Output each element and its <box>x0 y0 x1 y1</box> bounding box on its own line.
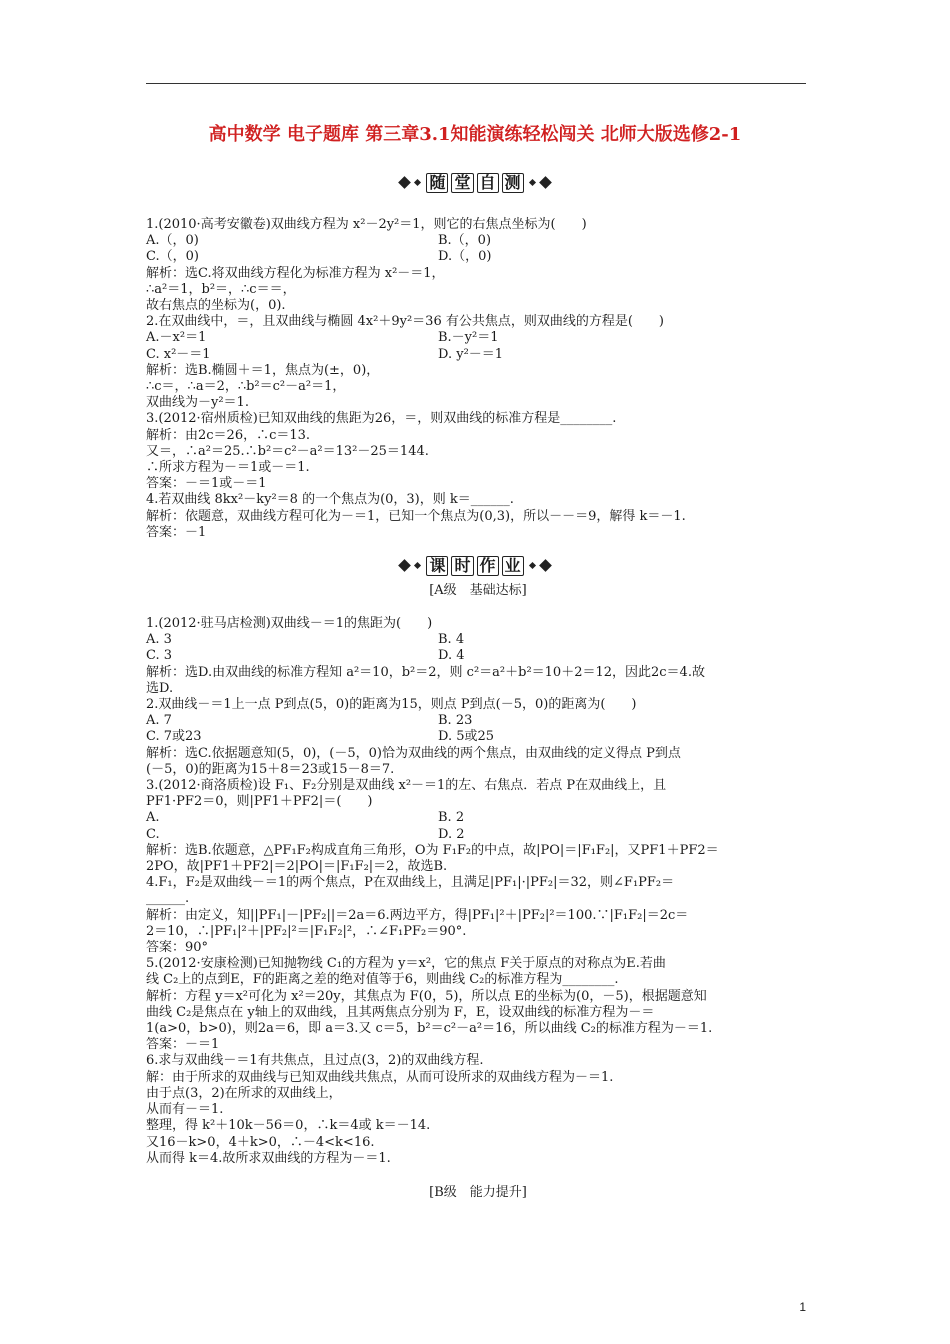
banner-homework <box>0 555 950 579</box>
text-line: 2.在双曲线中，＝，且双曲线与椭圆 4x²＋9y²＝36 有公共焦点，则双曲线的方程是( ) <box>146 314 664 330</box>
option-text: B. 2 <box>438 810 465 826</box>
diamond-icon <box>399 176 412 189</box>
banner-char: 作 <box>477 556 499 576</box>
text-line: 解析：选C.将双曲线方程化为标准方程为 x²－＝1， <box>146 265 445 281</box>
header-rule <box>146 83 806 84</box>
diamond-icon <box>528 562 535 569</box>
section-self-test <box>146 217 810 541</box>
option-text: C. x²－＝1 <box>146 346 211 362</box>
option-text: B.－y²＝1 <box>438 330 499 346</box>
option-text: C.（，0) <box>146 249 199 265</box>
text-line: 选D. <box>146 680 174 696</box>
level-a-heading: [A级 基础达标] <box>429 583 527 598</box>
diamond-icon <box>399 559 412 572</box>
option-text: A. 7 <box>146 713 172 729</box>
text-line: 3.(2012·商洛质检)设 F₁、F₂分别是双曲线 x²－＝1的左、右焦点．若点 P在双曲线上，且 <box>146 778 667 794</box>
diamond-icon <box>414 562 421 569</box>
text-line: 答案：－1 <box>146 524 207 540</box>
text-line: 解析：选C.依据题意知(5，0)，(－5，0)恰为双曲线的两个焦点，由双曲线的定义得点 P到点 <box>146 745 681 761</box>
text-line: 解析：选D.由双曲线的标准方程知 a²＝10，b²＝2，则 c²＝a²＋b²＝10＋2＝12，因此2c＝4.故 <box>146 664 705 680</box>
option-text: D. 2 <box>438 826 465 842</box>
text-line: 从而得 k＝4.故所求双曲线的方程为－＝1. <box>146 1150 391 1166</box>
text-line: 解：由于所求的双曲线与已知双曲线共焦点，从而可设所求的双曲线方程为－＝1. <box>146 1069 614 1085</box>
banner-char: 课 <box>426 556 448 576</box>
text-line: 4.若双曲线 8kx²－ky²＝8 的一个焦点为(0，3)，则 k＝______. <box>146 492 514 508</box>
option-text: A.（，0) <box>146 233 199 249</box>
text-line: 2＝10，∴|PF₁|²＋|PF₂|²＝|F₁F₂|²，∴∠F₁PF₂＝90°. <box>146 923 467 939</box>
text-line: ∴a²＝1，b²＝，∴c＝＝， <box>146 281 296 297</box>
text-line: ∴c＝，∴a＝2，∴b²＝c²－a²＝1， <box>146 379 346 395</box>
text-line: 1(a>0，b>0)，则2a＝6，即 a＝3.又 c＝5，b²＝c²－a²＝16，所以曲线 C₂的标准方程为－＝1. <box>146 1021 713 1037</box>
text-line: 1.(2012·驻马店检测)双曲线－＝1的焦距为( ) <box>146 616 433 631</box>
option-text: A. <box>146 810 160 826</box>
text-line: ∴所求方程为－＝1或－＝1. <box>146 460 310 476</box>
banner-char: 随 <box>426 173 448 193</box>
text-line: 2PO，故|PF1＋PF2|＝2|PO|＝|F₁F₂|＝2，故选B. <box>146 859 448 875</box>
text-line: 又＝，∴a²＝25.∴b²＝c²－a²＝13²－25＝144. <box>146 443 429 459</box>
option-row <box>146 347 810 363</box>
text-line: 4.F₁，F₂是双曲线－＝1的两个焦点，P在双曲线上，且满足|PF₁|·|PF₂|＝32，则∠F₁PF₂＝ <box>146 875 675 891</box>
option-text: B.（，0) <box>438 233 492 249</box>
text-line: 解析：由定义，知||PF₁|－|PF₂||＝2a＝6.两边平方，得|PF₁|²＋|PF₂|²＝100.∵|F₁F₂|＝2c＝ <box>146 907 689 923</box>
option-text: D. y²－＝1 <box>438 346 504 362</box>
text-line: 解析：依题意，双曲线方程可化为－＝1，已知一个焦点为(0,3)，所以－－＝9，解得 k＝－1. <box>146 508 686 524</box>
option-text: A. 3 <box>146 632 172 648</box>
option-row <box>146 632 810 648</box>
text-line: 5.(2012·安康检测)已知抛物线 C₁的方程为 y＝x²，它的焦点 F关于原点的对称点为E.若曲 <box>146 956 666 972</box>
option-row <box>146 648 810 664</box>
text-line: 答案：－＝1 <box>146 1037 220 1053</box>
text-line: PF1·PF2＝0，则|PF1＋PF2|＝( ) <box>146 794 373 810</box>
text-line: 线 C₂上的点到E，F的距离之差的绝对值等于6，则曲线 C₂的标准方程为________. <box>146 972 619 988</box>
text-line: 解析：由2c＝26，∴c＝13. <box>146 427 311 443</box>
text-line: 从而有－＝1. <box>146 1102 224 1118</box>
text-line: 又16－k>0，4＋k>0，∴－4<k<16. <box>146 1134 375 1150</box>
page-title: 高中数学 电子题库 第三章3.1知能演练轻松闯关 北师大版选修2-1 <box>208 124 742 145</box>
text-line: ______. <box>146 891 190 907</box>
banner-char: 自 <box>477 173 499 193</box>
option-text: A.－x²＝1 <box>146 330 207 346</box>
option-row <box>146 249 810 265</box>
text-line: 答案：90° <box>146 940 209 956</box>
diamond-icon <box>539 176 552 189</box>
text-line: 解析：选B.椭圆＋＝1，焦点为(±，0)， <box>146 362 380 378</box>
section-homework <box>146 616 810 1167</box>
banner-char: 时 <box>451 556 473 576</box>
page-number: 1 <box>799 1300 806 1314</box>
text-line: 6.求与双曲线－＝1有共焦点，且过点(3，2)的双曲线方程. <box>146 1053 484 1069</box>
option-row <box>146 330 810 346</box>
option-text: D.（，0) <box>438 249 492 265</box>
option-row <box>146 810 810 826</box>
option-row <box>146 827 810 843</box>
text-line: (－5，0)的距离为15＋8＝23或15－8＝7. <box>146 761 395 777</box>
text-line: 整理，得 k²＋10k－56＝0，∴k＝4或 k＝－14. <box>146 1118 431 1134</box>
text-line: 双曲线为－y²＝1. <box>146 395 249 411</box>
option-text: D. 4 <box>438 648 465 664</box>
text-line: 2.双曲线－＝1上一点 P到点(5，0)的距离为15，则点 P到点(－5，0)的距离为( ) <box>146 697 637 713</box>
level-b-heading: [B级 能力提升] <box>429 1185 527 1200</box>
text-line: 1.(2010·高考安徽卷)双曲线方程为 x²－2y²＝1，则它的右焦点坐标为( ) <box>146 217 587 232</box>
text-line: 曲线 C₂是焦点在 y轴上的双曲线，且其两焦点分别为 F，E，设双曲线的标准方程为－＝ <box>146 1004 655 1020</box>
option-row <box>146 729 810 745</box>
text-line: 由于点(3，2)在所求的双曲线上， <box>146 1085 342 1101</box>
banner-char: 测 <box>502 173 524 193</box>
diamond-icon <box>539 559 552 572</box>
option-row <box>146 233 810 249</box>
option-text: B. 4 <box>438 632 465 648</box>
option-row <box>146 713 810 729</box>
option-text: B. 23 <box>438 713 473 729</box>
text-line: 解析：方程 y＝x²可化为 x²＝20y，其焦点为 F(0，5)，所以点 E的坐标为(0，－5)，根据题意知 <box>146 988 707 1004</box>
banner-char: 业 <box>502 556 524 576</box>
text-line: 3.(2012·宿州质检)已知双曲线的焦距为26，＝，则双曲线的标准方程是________. <box>146 411 617 427</box>
option-text: C. 3 <box>146 648 173 664</box>
banner-char: 堂 <box>451 173 473 193</box>
option-text: C. <box>146 826 160 842</box>
banner-self-test <box>0 172 950 196</box>
diamond-icon <box>528 179 535 186</box>
option-text: C. 7或23 <box>146 729 202 745</box>
option-text: D. 5或25 <box>438 729 495 745</box>
text-line: 故右焦点的坐标为(，0). <box>146 298 286 314</box>
text-line: 解析：选B.依题意，△PF₁F₂构成直角三角形，O为 F₁F₂的中点，故|PO|＝|F₁F₂|，又PF1＋PF2＝ <box>146 842 719 858</box>
diamond-icon <box>414 179 421 186</box>
text-line: 答案：－＝1或－＝1 <box>146 476 267 492</box>
